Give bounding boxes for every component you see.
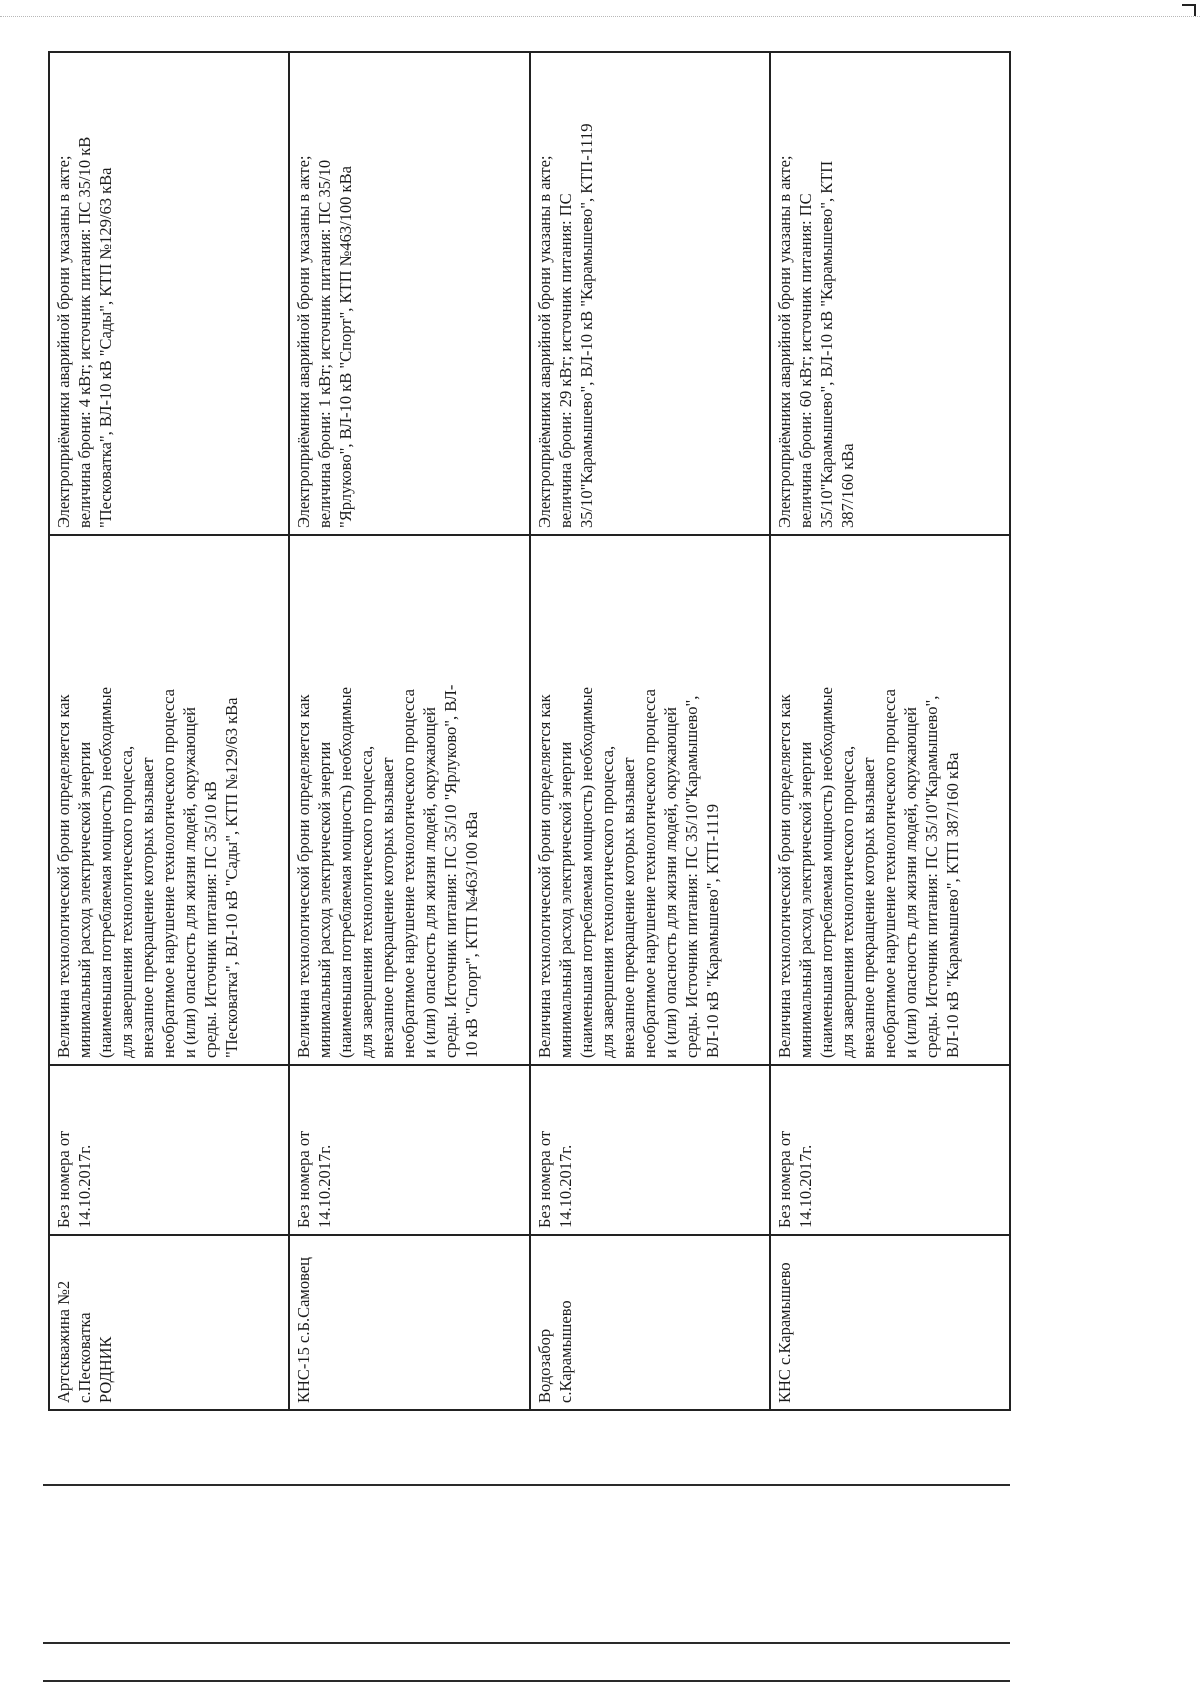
object-name-cell: КНС с.Карамышево	[770, 1235, 1010, 1410]
act-reference-cell: Без номера от 14.10.2017г.	[289, 1065, 529, 1235]
act-reference-cell: Без номера от 14.10.2017г.	[770, 1065, 1010, 1235]
object-name-cell: Артскважина №2 с.Песковатка РОДНИК	[49, 1235, 289, 1410]
table-row	[289, 52, 529, 1410]
act-reference-cell: Без номера от 14.10.2017г.	[49, 1065, 289, 1235]
object-name-cell: КНС-15 с.Б.Самовец	[289, 1235, 529, 1410]
tech-reserve-cell: Величина технологической брони определяется как минимальный расход электрической энергии (наименьшая потребляемая мощность) необходимые для завершения технологического процесса, внезапное прекращение которых вызывает необратимое нарушение технологического процесса и (или) опасность для жизни людей, окружающей среды. Источник питания: ПС 35/10 кВ "Песковатка", ВЛ-10 кВ "Сады", КТП №129/63 кВа	[49, 535, 289, 1065]
act-reference-cell: Без номера от 14.10.2017г.	[530, 1065, 770, 1235]
horizontal-rule	[43, 1484, 1010, 1486]
table-row	[530, 52, 770, 1410]
emergency-reserve-cell: Электроприёмники аварийной брони указаны в акте; величина брони: 60 кВт; источник питания: ПС 35/10"Карамышево", ВЛ-10 кВ "Карамышево", КТП 387/160 кВа	[770, 52, 1010, 535]
emergency-reserve-cell: Электроприёмники аварийной брони указаны в акте; величина брони: 1 кВт; источник питания: ПС 35/10 "Ярлуково", ВЛ-10 кВ "Спорт", КТП №463/100 кВа	[289, 52, 529, 535]
emergency-reserve-cell: Электроприёмники аварийной брони указаны в акте; величина брони: 4 кВт; источник питания: ПС 35/10 кВ "Песковатка", ВЛ-10 кВ "Сады", КТП №129/63 кВа	[49, 52, 289, 535]
page-corner-mark	[1182, 4, 1196, 16]
scan-top-edge	[0, 16, 1200, 17]
table-row	[49, 52, 289, 1410]
rotated-table-container	[48, 53, 1011, 1411]
tech-reserve-cell: Величина технологической брони определяется как минимальный расход электрической энергии (наименьшая потребляемая мощность) необходимые для завершения технологического процесса, внезапное прекращение которых вызывает необратимое нарушение технологического процесса и (или) опасность для жизни людей, окружающей среды. Источник питания: ПС 35/10"Карамышево", ВЛ-10 кВ "Карамышево", КТП 387/160 кВа	[770, 535, 1010, 1065]
horizontal-rule	[43, 1680, 1010, 1682]
power-reserve-table	[48, 51, 1011, 1411]
object-name-cell: Водозабор с.Карамышево	[530, 1235, 770, 1410]
horizontal-rule	[43, 1642, 1010, 1644]
emergency-reserve-cell: Электроприёмники аварийной брони указаны в акте; величина брони: 29 кВт; источник питания: ПС 35/10"Карамышево", ВЛ-10 кВ "Карамышево", КТП-1119	[530, 52, 770, 535]
tech-reserve-cell: Величина технологической брони определяется как минимальный расход электрической энергии (наименьшая потребляемая мощность) необходимые для завершения технологического процесса, внезапное прекращение которых вызывает необратимое нарушение технологического процесса и (или) опасность для жизни людей, окружающей среды. Источник питания: ПС 35/10"Карамышево", ВЛ-10 кВ "Карамышево", КТП-1119	[530, 535, 770, 1065]
table-row	[770, 52, 1010, 1410]
tech-reserve-cell: Величина технологической брони определяется как минимальный расход электрической энергии (наименьшая потребляемая мощность) необходимые для завершения технологического процесса, внезапное прекращение которых вызывает необратимое нарушение технологического процесса и (или) опасность для жизни людей, окружающей среды. Источник питания: ПС 35/10 "Ярлуково", ВЛ- 10 кВ "Спорт", КТП №463/100 кВа	[289, 535, 529, 1065]
